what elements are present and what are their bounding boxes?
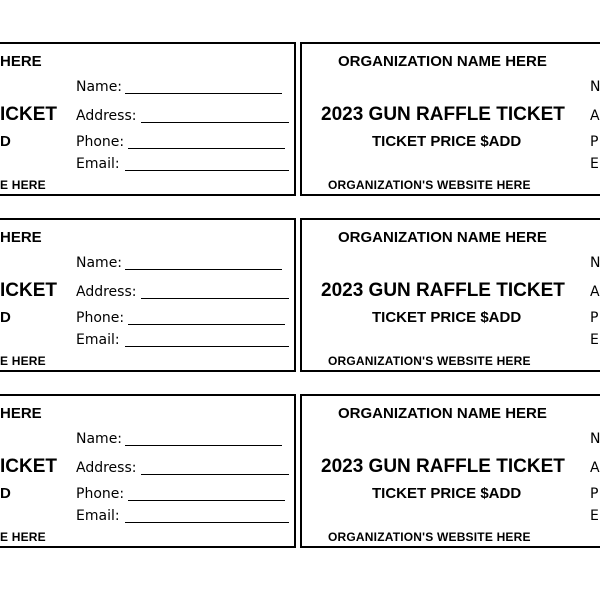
phone-line[interactable] [128, 324, 285, 325]
address-line[interactable] [141, 298, 289, 299]
right-stub-phone-label: P [590, 310, 599, 326]
email-line[interactable] [125, 170, 289, 171]
address-label: Address: [76, 460, 137, 476]
right-stub-name-label: N [590, 255, 600, 271]
stub-website-text: E HERE [0, 530, 46, 544]
ticket-price: TICKET PRICE $ADD [372, 133, 522, 150]
right-stub-address-label: A [590, 284, 600, 300]
organization-website: ORGANIZATION'S WEBSITE HERE [328, 354, 531, 368]
phone-label: Phone: [76, 134, 125, 150]
right-stub-name-label: N [590, 431, 600, 447]
right-stub-email-label: E [590, 156, 599, 172]
stub-organization-text: HERE [0, 229, 42, 246]
stub-organization-text: HERE [0, 53, 42, 70]
address-line[interactable] [141, 122, 289, 123]
organization-name: ORGANIZATION NAME HERE [338, 53, 547, 70]
stub-title-text: ICKET [0, 104, 57, 125]
right-stub-address-label: A [590, 108, 600, 124]
stub-organization-text: HERE [0, 405, 42, 422]
email-line[interactable] [125, 346, 289, 347]
organization-website: ORGANIZATION'S WEBSITE HERE [328, 530, 531, 544]
email-label: Email: [76, 156, 120, 172]
stub-website-text: E HERE [0, 354, 46, 368]
phone-label: Phone: [76, 310, 125, 326]
address-line[interactable] [141, 474, 289, 475]
name-label: Name: [76, 255, 123, 271]
email-line[interactable] [125, 522, 289, 523]
ticket-price: TICKET PRICE $ADD [372, 309, 522, 326]
ticket-price: TICKET PRICE $ADD [372, 485, 522, 502]
stub-website-text: E HERE [0, 178, 46, 192]
phone-line[interactable] [128, 500, 285, 501]
email-label: Email: [76, 332, 120, 348]
stub-title-text: ICKET [0, 280, 57, 301]
right-stub-address-label: A [590, 460, 600, 476]
stub-price-text: D [0, 485, 11, 502]
right-stub-email-label: E [590, 332, 599, 348]
address-label: Address: [76, 108, 137, 124]
phone-line[interactable] [128, 148, 285, 149]
right-stub-email-label: E [590, 508, 599, 524]
right-stub-name-label: N [590, 79, 600, 95]
name-line[interactable] [125, 445, 282, 446]
organization-name: ORGANIZATION NAME HERE [338, 405, 547, 422]
address-label: Address: [76, 284, 137, 300]
email-label: Email: [76, 508, 120, 524]
right-stub-phone-label: P [590, 486, 599, 502]
ticket-title: 2023 GUN RAFFLE TICKET [321, 456, 565, 477]
name-line[interactable] [125, 93, 282, 94]
name-label: Name: [76, 431, 123, 447]
ticket-title: 2023 GUN RAFFLE TICKET [321, 104, 565, 125]
stub-title-text: ICKET [0, 456, 57, 477]
right-stub-phone-label: P [590, 134, 599, 150]
name-line[interactable] [125, 269, 282, 270]
phone-label: Phone: [76, 486, 125, 502]
stub-price-text: D [0, 309, 11, 326]
stub-price-text: D [0, 133, 11, 150]
ticket-title: 2023 GUN RAFFLE TICKET [321, 280, 565, 301]
organization-name: ORGANIZATION NAME HERE [338, 229, 547, 246]
name-label: Name: [76, 79, 123, 95]
organization-website: ORGANIZATION'S WEBSITE HERE [328, 178, 531, 192]
